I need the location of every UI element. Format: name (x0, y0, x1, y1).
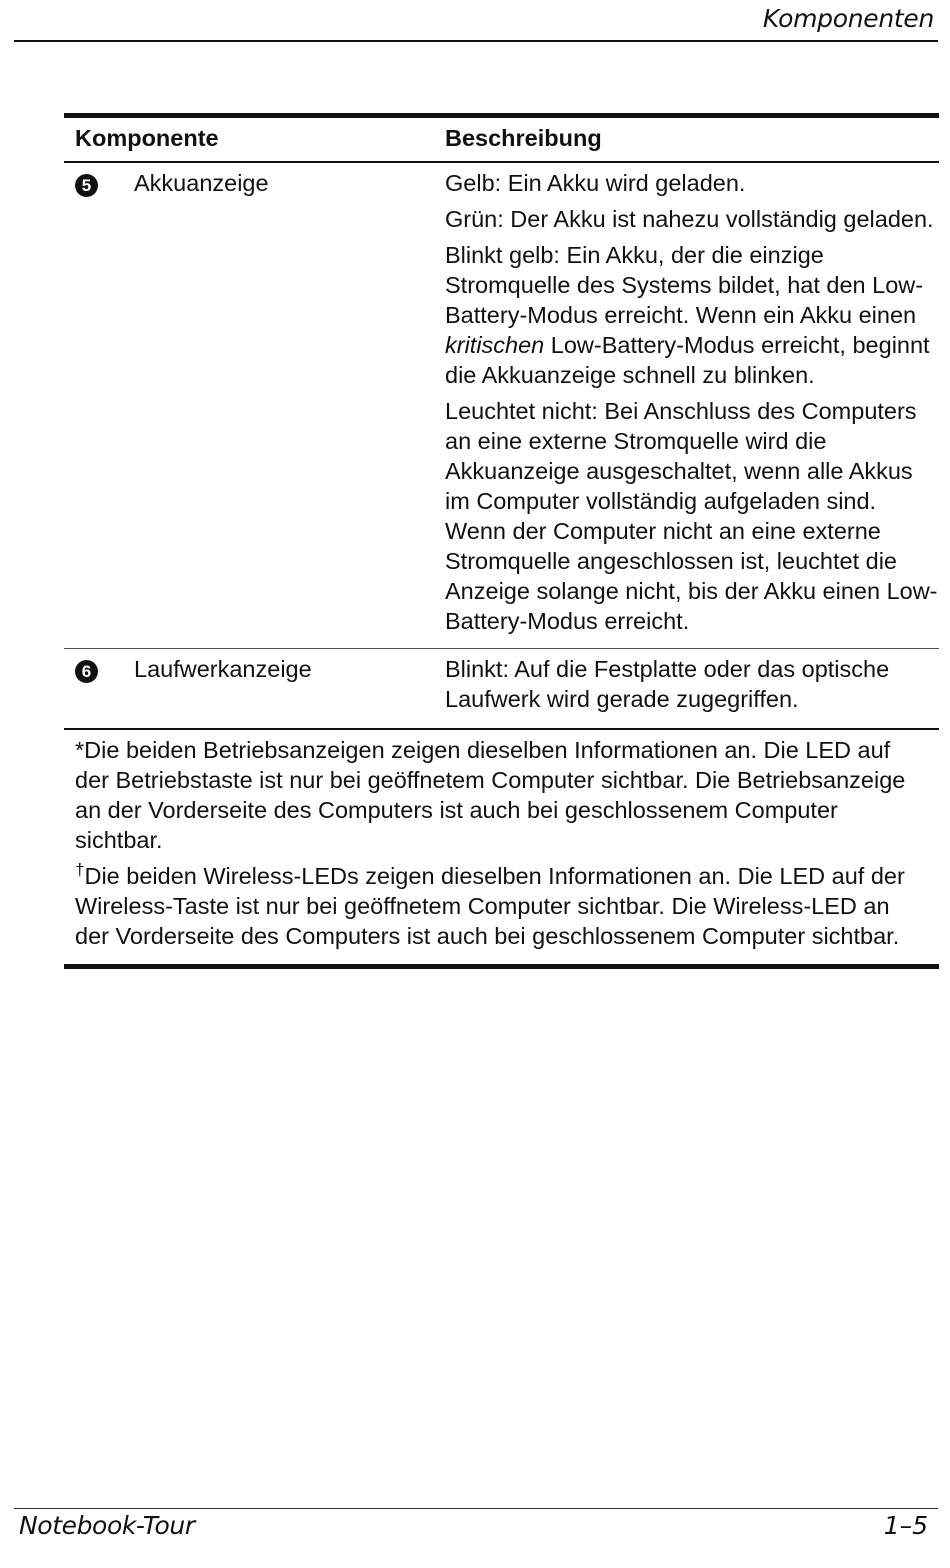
table-header-row (64, 116, 939, 163)
footnotes-cell (64, 729, 939, 967)
footnote-text: Die beiden Betriebsanzeigen zeigen dieselben Informationen an. Die LED auf der Betriebstaste ist nur bei geöffnetem Computer sichtbar. Die Betriebsanzeige an der Vorderseite des Computers ist auch bei geschlossenem Computer sichtbar. (75, 737, 906, 853)
page-number: 1–5 (883, 1511, 928, 1540)
table-row (64, 649, 939, 730)
row-number-cell (64, 162, 134, 649)
description-paragraph: Blinkt: Auf die Festplatte oder das optische Laufwerk wird gerade zugegriffen. (445, 656, 890, 712)
circled-number-five-icon: 5 (75, 174, 98, 197)
footnote (75, 861, 923, 951)
footer-section-title: Notebook-Tour (19, 1511, 195, 1540)
component-table (64, 113, 939, 969)
footer-divider (14, 1508, 938, 1509)
running-header: Komponenten (762, 4, 934, 33)
footnote-text: Die beiden Wireless-LEDs zeigen dieselben Informationen an. Die LED auf der Wireless-Taste ist nur bei geöffnetem Computer sichtbar. Die Wireless-LED an der Vorderseite des Computers ist auch bei geschlossenem Computer sichtbar. (75, 863, 905, 949)
component-name: Akkuanzeige (134, 162, 445, 649)
footnote-marker: † (75, 860, 85, 879)
column-header-component: Komponente (64, 116, 445, 163)
footnote-marker: * (75, 737, 85, 763)
header-divider (14, 40, 938, 42)
column-header-description: Beschreibung (445, 116, 939, 163)
row-number-cell (64, 649, 134, 730)
footnotes-row (64, 729, 939, 967)
description-cell (445, 649, 939, 730)
component-table-container (64, 113, 939, 969)
description-paragraph: Leuchtet nicht: Bei Anschluss des Computers an eine externe Stromquelle wird die Akkuanzeige ausgeschaltet, wenn alle Akkus im Computer vollständig aufgeladen sind. Wenn der Computer nicht an eine externe Stromquelle angeschlossen ist, leuchtet die Anzeige solange nicht, bis der Akku einen Low-Battery-Modus erreicht. (445, 398, 938, 634)
component-name: Laufwerkanzeige (134, 649, 445, 730)
description-text: Blinkt gelb: Ein Akku, der die einzige Stromquelle des Systems bildet, hat den Low-Battery-Modus erreicht. Wenn ein Akku einen (445, 242, 924, 328)
description-cell (445, 162, 939, 649)
table-row (64, 162, 939, 649)
description-text: Low-Battery-Modus erreicht, beginnt die Akkuanzeige schnell zu blinken. (445, 332, 930, 388)
footnote (75, 735, 923, 855)
description-paragraph: Grün: Der Akku ist nahezu vollständig geladen. (445, 206, 934, 232)
circled-number-six-icon: 6 (75, 660, 98, 683)
description-paragraph: Gelb: Ein Akku wird geladen. (445, 170, 746, 196)
description-emphasis: kritischen (445, 332, 545, 358)
description-paragraph (445, 240, 939, 390)
